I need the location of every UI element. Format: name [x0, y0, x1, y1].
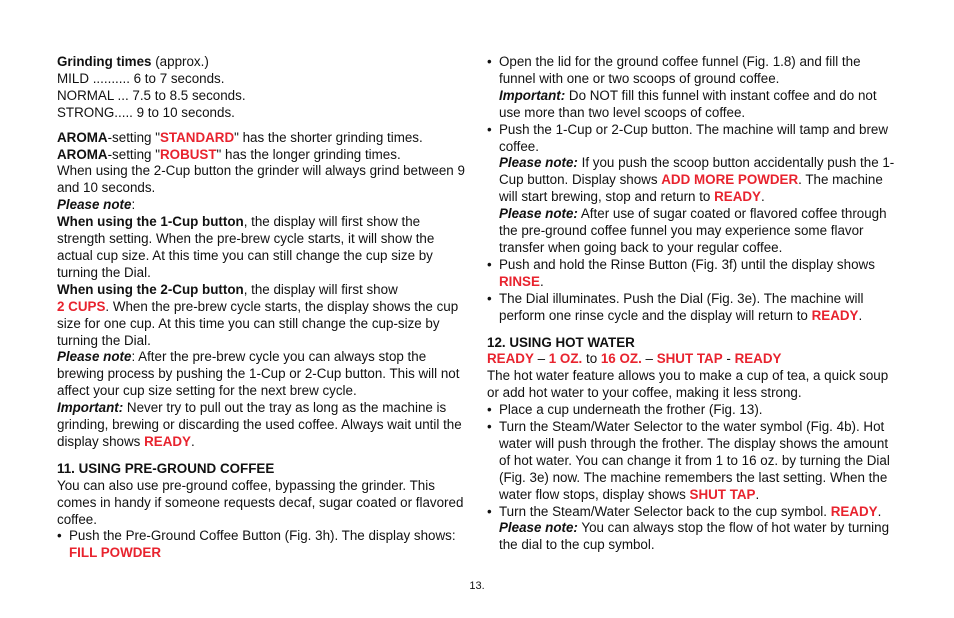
grind-strong: STRONG..... 9 to 10 seconds.: [57, 104, 235, 120]
bullet-text: Turn the Steam/Water Selector back to the cup symbol.: [499, 503, 831, 519]
add-more-powder-word: ADD MORE POWDER: [661, 172, 799, 188]
section-11-title: 11. USING PRE-GROUND COFFEE: [57, 460, 275, 476]
bullet-text: Push and hold the Rinse Button (Fig. 3f) until the display shows: [499, 256, 875, 272]
one-cup-paragraph: [57, 214, 471, 282]
please-note-heading: [57, 197, 471, 214]
left-column: [57, 54, 471, 562]
please-note-paragraph: [57, 349, 471, 400]
bullet-place-cup: [487, 402, 899, 419]
bullet-text: Turn the Steam/Water Selector to the water symbol (Fig. 4b). Hot water will push through the frother. The display shows the amount of hot water. You can change it from 1 to 16 oz. by turning the Dial (Fig. 3e) now. The machine remembers the last setting. When the water flow stops, display shows: [499, 419, 890, 502]
bullet-text: The Dial illuminates. Push the Dial (Fig. 3e). The machine will perform one rinse cycle and the display will return to: [499, 290, 864, 323]
bullet-text: Push the Pre-Ground Coffee Button (Fig. 3h). The display shows:: [69, 528, 456, 544]
important-label: Important:: [57, 400, 124, 416]
two-cup-text-b: . When the pre-brew cycle starts, the display shows the cup size for one cup. At this time you can still change the cup-size by turning the Dial.: [57, 298, 459, 348]
page-number: 13.: [469, 580, 485, 592]
period: .: [858, 307, 863, 323]
display-sequence: [487, 351, 899, 368]
aroma-label: AROMA: [57, 129, 108, 145]
ready-word: READY: [811, 307, 859, 323]
seq-dash: –: [641, 351, 657, 367]
shut-tap-word: SHUT TAP: [689, 486, 756, 502]
seq-to: to: [582, 351, 601, 367]
seq-dash: -: [722, 351, 735, 367]
please-note-flavor: [487, 206, 899, 257]
please-note-scoop: [487, 155, 899, 206]
two-cup-lead: When using the 2-Cup button: [57, 281, 244, 297]
bullet-push-cup: [487, 122, 899, 156]
bullet-rinse: [487, 257, 899, 291]
important-text: Never try to pull out the tray as long as the machine is grinding, brewing or discarding the used coffee. Always wait until the display shows: [57, 400, 462, 449]
aroma-standard-line: [57, 130, 471, 147]
period: .: [190, 433, 195, 449]
bullet-push-pre-ground: [57, 528, 471, 562]
aroma-label: AROMA: [57, 146, 108, 162]
aroma-robust-line: [57, 147, 471, 164]
please-note-label: Please note:: [499, 520, 578, 536]
aroma-text: " has the shorter grinding times.: [234, 129, 423, 145]
period: .: [760, 189, 765, 205]
please-note-text: : After the pre-brew cycle you can always stop the brewing process by pushing the 1-Cup or 2-Cup button. This will not affect your cup size setting for the next brew cycle.: [57, 349, 460, 399]
note-text: . The machine will start brewing, stop and return to: [499, 172, 883, 205]
please-note-label: Please note: [57, 197, 132, 213]
rinse-word: RINSE: [499, 273, 540, 289]
important-label: Important:: [499, 87, 566, 103]
seq-dash: –: [533, 351, 549, 367]
bullet-text: Open the lid for the ground coffee funnel (Fig. 1.8) and fill the funnel with one or two scoops of ground coffee.: [499, 54, 861, 86]
please-note-label: Please note:: [499, 155, 578, 171]
aroma-text: -setting ": [107, 129, 160, 145]
important-note: [487, 88, 899, 122]
bullet-turn-selector: [487, 419, 899, 504]
section-12-title: 12. USING HOT WATER: [487, 334, 635, 350]
please-note-label: Please note:: [499, 206, 578, 222]
please-note-label: Please note: [57, 349, 132, 365]
grinding-times-heading: [57, 54, 471, 71]
bullet-text: Place a cup underneath the frother (Fig. 13).: [499, 402, 763, 418]
seq-ready: READY: [487, 351, 534, 367]
ready-word: READY: [144, 433, 191, 449]
seq-shut-tap: SHUT TAP: [656, 351, 723, 367]
please-note-hot-water: [487, 520, 899, 554]
grind-mild: MILD .......... 6 to 7 seconds.: [57, 70, 225, 86]
aroma-text: -setting ": [107, 146, 160, 162]
bullet-open-lid: [487, 54, 899, 88]
two-cup-paragraph: [57, 282, 471, 350]
two-cup-text: , the display will first show: [243, 281, 398, 297]
one-cup-lead: When using the 1-Cup button: [57, 214, 244, 230]
standard-word: STANDARD: [159, 129, 235, 145]
important-paragraph: [57, 400, 471, 451]
ready-word: READY: [830, 503, 878, 519]
ready-word: READY: [714, 189, 761, 205]
robust-word: ROBUST: [159, 146, 217, 162]
fill-powder-word: FILL POWDER: [69, 545, 161, 561]
section-11-intro: You can also use pre-ground coffee, bypassing the grinder. This comes in handy if someone requests decaf, sugar coated or flavored coffee.: [57, 477, 464, 527]
seq-ready-2: READY: [734, 351, 782, 367]
one-cup-text: , the display will first show the strength setting. When the pre-brew cycle starts, it will show the actual cup size. At this time you can still change the cup size by turning the Dial.: [57, 214, 435, 280]
two-cup-grind-text: When using the 2-Cup button the grinder will always grind between 9 and 10 seconds.: [57, 163, 465, 196]
grind-normal: NORMAL ... 7.5 to 8.5 seconds.: [57, 87, 246, 103]
period: .: [539, 273, 544, 289]
bullet-dial: [487, 291, 899, 325]
two-cups-word: 2 CUPS: [57, 298, 106, 314]
bullet-turn-back: [487, 504, 899, 521]
note-text: You can always stop the flow of hot water by turning the dial to the cup symbol.: [499, 520, 890, 553]
seq-1oz: 1 OZ.: [548, 351, 583, 367]
aroma-text: " has the longer grinding times.: [216, 146, 401, 162]
period: .: [877, 503, 882, 519]
period: .: [755, 486, 760, 502]
note-text: After use of sugar coated or flavored coffee through the pre-ground coffee funnel you may experience some flavor transfer when going back to your regular coffee.: [499, 206, 887, 255]
seq-16oz: 16 OZ.: [600, 351, 642, 367]
hot-water-intro: The hot water feature allows you to make a cup of tea, a quick soup or add hot water to your coffee, making it less strong.: [487, 368, 889, 401]
bullet-text: Push the 1-Cup or 2-Cup button. The machine will tamp and brew coffee.: [499, 121, 889, 154]
note-text: If you push the scoop button accidentally push the 1-Cup button. Display shows: [499, 155, 895, 188]
colon: :: [131, 197, 136, 213]
important-text: Do NOT fill this funnel with instant coffee and do not use more than two level scoops of coffee.: [499, 87, 877, 120]
grinding-times-approx: (approx.): [151, 54, 209, 69]
right-column: [487, 54, 899, 554]
grinding-times-title: Grinding times: [57, 54, 152, 69]
